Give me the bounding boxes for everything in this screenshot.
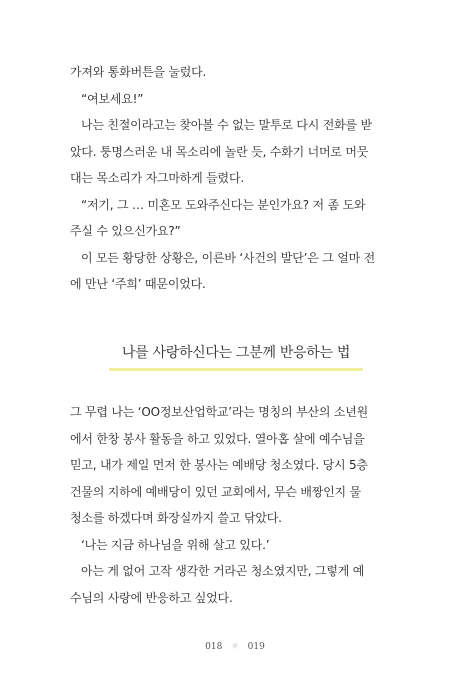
paragraph-line: 에 만난 ‘주희’ 때문이었다. [70,277,206,291]
paragraph-line: 아는 게 없어 고작 생각한 거라곤 청소였지만, 그렇게 예 [81,564,365,578]
paragraph-line: 에서 한창 봉사 활동을 하고 있었다. 열아홉 살에 예수님을 [70,431,365,446]
paragraph-line: 대는 목소리가 자그마하게 들렸다. [70,171,244,185]
paragraph-line: 믿고, 내가 제일 먼저 한 봉사는 예배당 청소였다. 당시 5층 [70,458,368,472]
section-heading [101,336,371,370]
left-page-number: 018 [205,642,223,652]
paragraph-line: 수님의 사랑에 반응하고 싶었다. [70,590,233,605]
paragraph-line: 그 무렵 나는 ‘OO정보산업학교’라는 명칭의 부산의 소년원 [70,405,369,419]
page-number-footer [0,642,470,652]
paragraph-line: 이 모든 황당한 상황은, 이른바 ‘사건의 발단’은 그 얼마 전 [81,250,375,265]
paragraph-line: 주실 수 있으신가요?” [70,224,181,238]
paragraph-line: “여보세요!” [81,91,144,106]
right-page-number: 019 [247,642,265,652]
paragraph-line: 청소를 하겠다며 화장실까지 쓸고 닦았다. [70,511,282,525]
paragraph-line: ‘나는 지금 하나님을 위해 살고 있다.’ [81,537,270,552]
body-text-section-1 [70,59,410,298]
paragraph-line: 았다. 퉁명스러운 내 목소리에 놀란 듯, 수화기 너머로 머뭇 [70,144,369,159]
paragraph-line: 건물의 지하에 예배당이 있던 교회에서, 무슨 배짱인지 물 [70,484,361,499]
body-text-section-2 [70,399,410,611]
paragraph-line: “저기, 그 … 미혼모 도와주신다는 분인가요? 저 좀 도와 [81,197,366,212]
paragraph-line: 가져와 통화버튼을 눌렀다. [70,65,207,79]
paragraph-line: 나는 친절이라고는 찾아볼 수 없는 말투로 다시 전화를 받 [81,118,372,132]
asterisk-separator-icon: ✳ [231,642,239,652]
section-heading-text: 나를 사랑하신다는 그분께 반응하는 법 [121,345,351,361]
heading-highlight-underline [109,368,363,371]
